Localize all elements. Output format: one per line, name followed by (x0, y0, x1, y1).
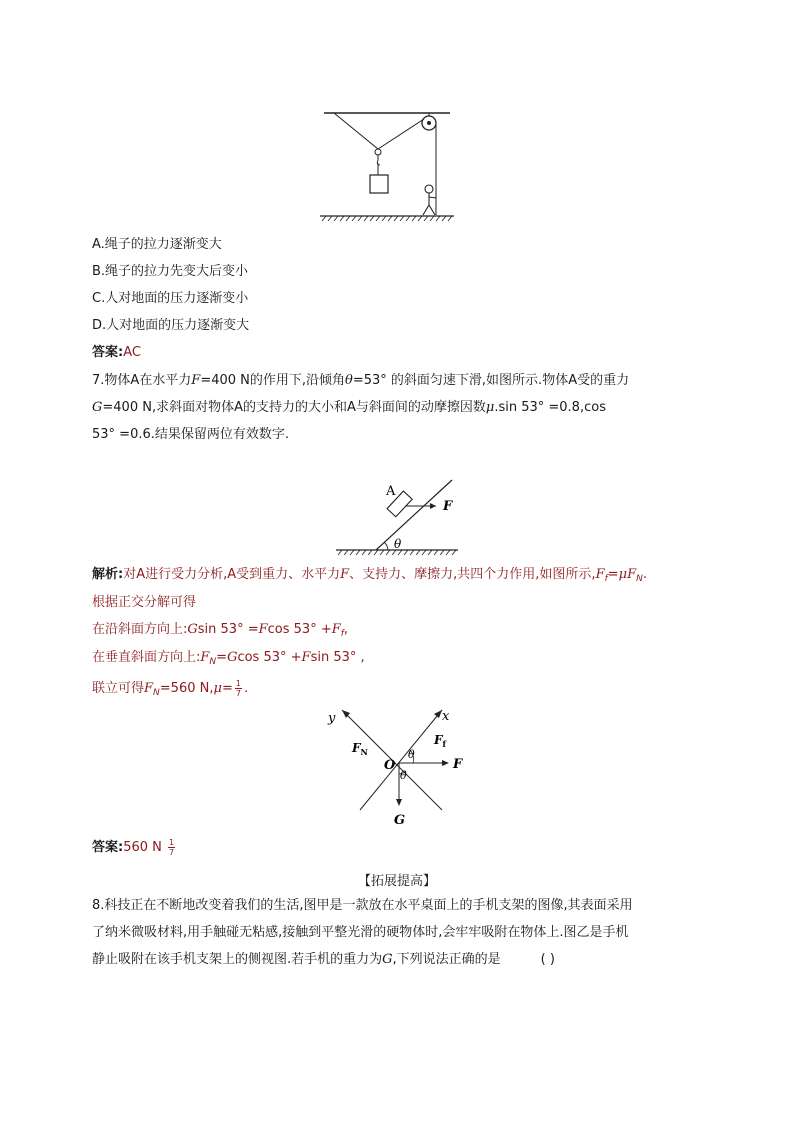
friction-force-label: $F_f$ (434, 733, 446, 749)
theta-upper-label: θ (408, 748, 415, 761)
incline-diagram (330, 470, 465, 562)
q7-line-3: 53° =0.6.结果保留两位有效数字. (92, 427, 290, 442)
force-label: F (443, 499, 453, 514)
option-d: D.人对地面的压力逐渐变大 (92, 318, 250, 333)
normal-force-label: $F_N$ (352, 741, 368, 757)
answer-fraction: $\frac{1}{7}$ (169, 838, 175, 857)
option-c: C.人对地面的压力逐渐变小 (92, 291, 249, 306)
pulley-diagram (312, 105, 462, 230)
gravity-label: G (394, 813, 406, 828)
analysis-line-1: 解析:对A进行受力分析,A受到重力、水平力F、支持力、摩擦力,共四个力作用,如图所示$,F_f=\mu F_N$. (92, 567, 648, 584)
applied-force-label: F (453, 757, 463, 772)
analysis-line-2: 根据正交分解可得 (92, 595, 197, 610)
angle-label: θ (394, 537, 402, 551)
fraction-one-seventh: $\frac{1}{7}$ (235, 679, 241, 698)
option-b: B.绳子的拉力先变大后变小 (92, 264, 249, 279)
x-axis-label: x (442, 709, 450, 724)
analysis-line-5: 联立可得$F_N=560$ N,μ= $\frac{1}{7}$ . (92, 679, 249, 698)
answer-blank: ( ) (540, 952, 555, 967)
q7-line-2: G=400 N,求斜面对物体A的支持力的大小和A与斜面间的动摩擦因数μ.sin 53° =0.8,cos (92, 400, 606, 415)
y-axis-label: y (328, 711, 336, 726)
answer-label: 答案: (92, 345, 124, 360)
force-decomposition-diagram (322, 700, 472, 828)
q8-line-1: 8.科技正在不断地改变着我们的生活,图甲是一款放在水平桌面上的手机支架的图像,其表面采用 (92, 898, 633, 913)
answer-value: AC (123, 345, 141, 360)
theta-lower-label: θ (400, 769, 407, 782)
q7-line-1: 7.物体A在水平力F=400 N的作用下,沿倾角θ=53° 的斜面匀速下滑,如图所示.物体A受的重力 (92, 373, 630, 388)
analysis-line-4: 在垂直斜面方向上$:F_N=Gcos$ 53° +Fsin 53° , (92, 650, 365, 667)
section-title: 【拓展提高】 (357, 874, 436, 889)
option-a: A.绳子的拉力逐渐变大 (92, 237, 222, 252)
answer-q6 (92, 344, 141, 362)
q8-line-3: 静止吸附在该手机支架上的侧视图.若手机的重力为G,下列说法正确的是 ( ) (92, 952, 555, 967)
origin-label: O (384, 758, 396, 773)
analysis-line-3: 在沿斜面方向上:Gsin 53° =Fcos $53^\circ +F_f$, (92, 622, 349, 639)
q8-line-2: 了纳米微吸材料,用手触碰无粘感,接触到平整光滑的硬物体时,会牢牢吸附在物体上.图乙是手机 (92, 925, 629, 940)
block-label: A (386, 484, 396, 499)
answer-q7: 答案:560 N $\frac{1}{7}$ (92, 838, 175, 857)
